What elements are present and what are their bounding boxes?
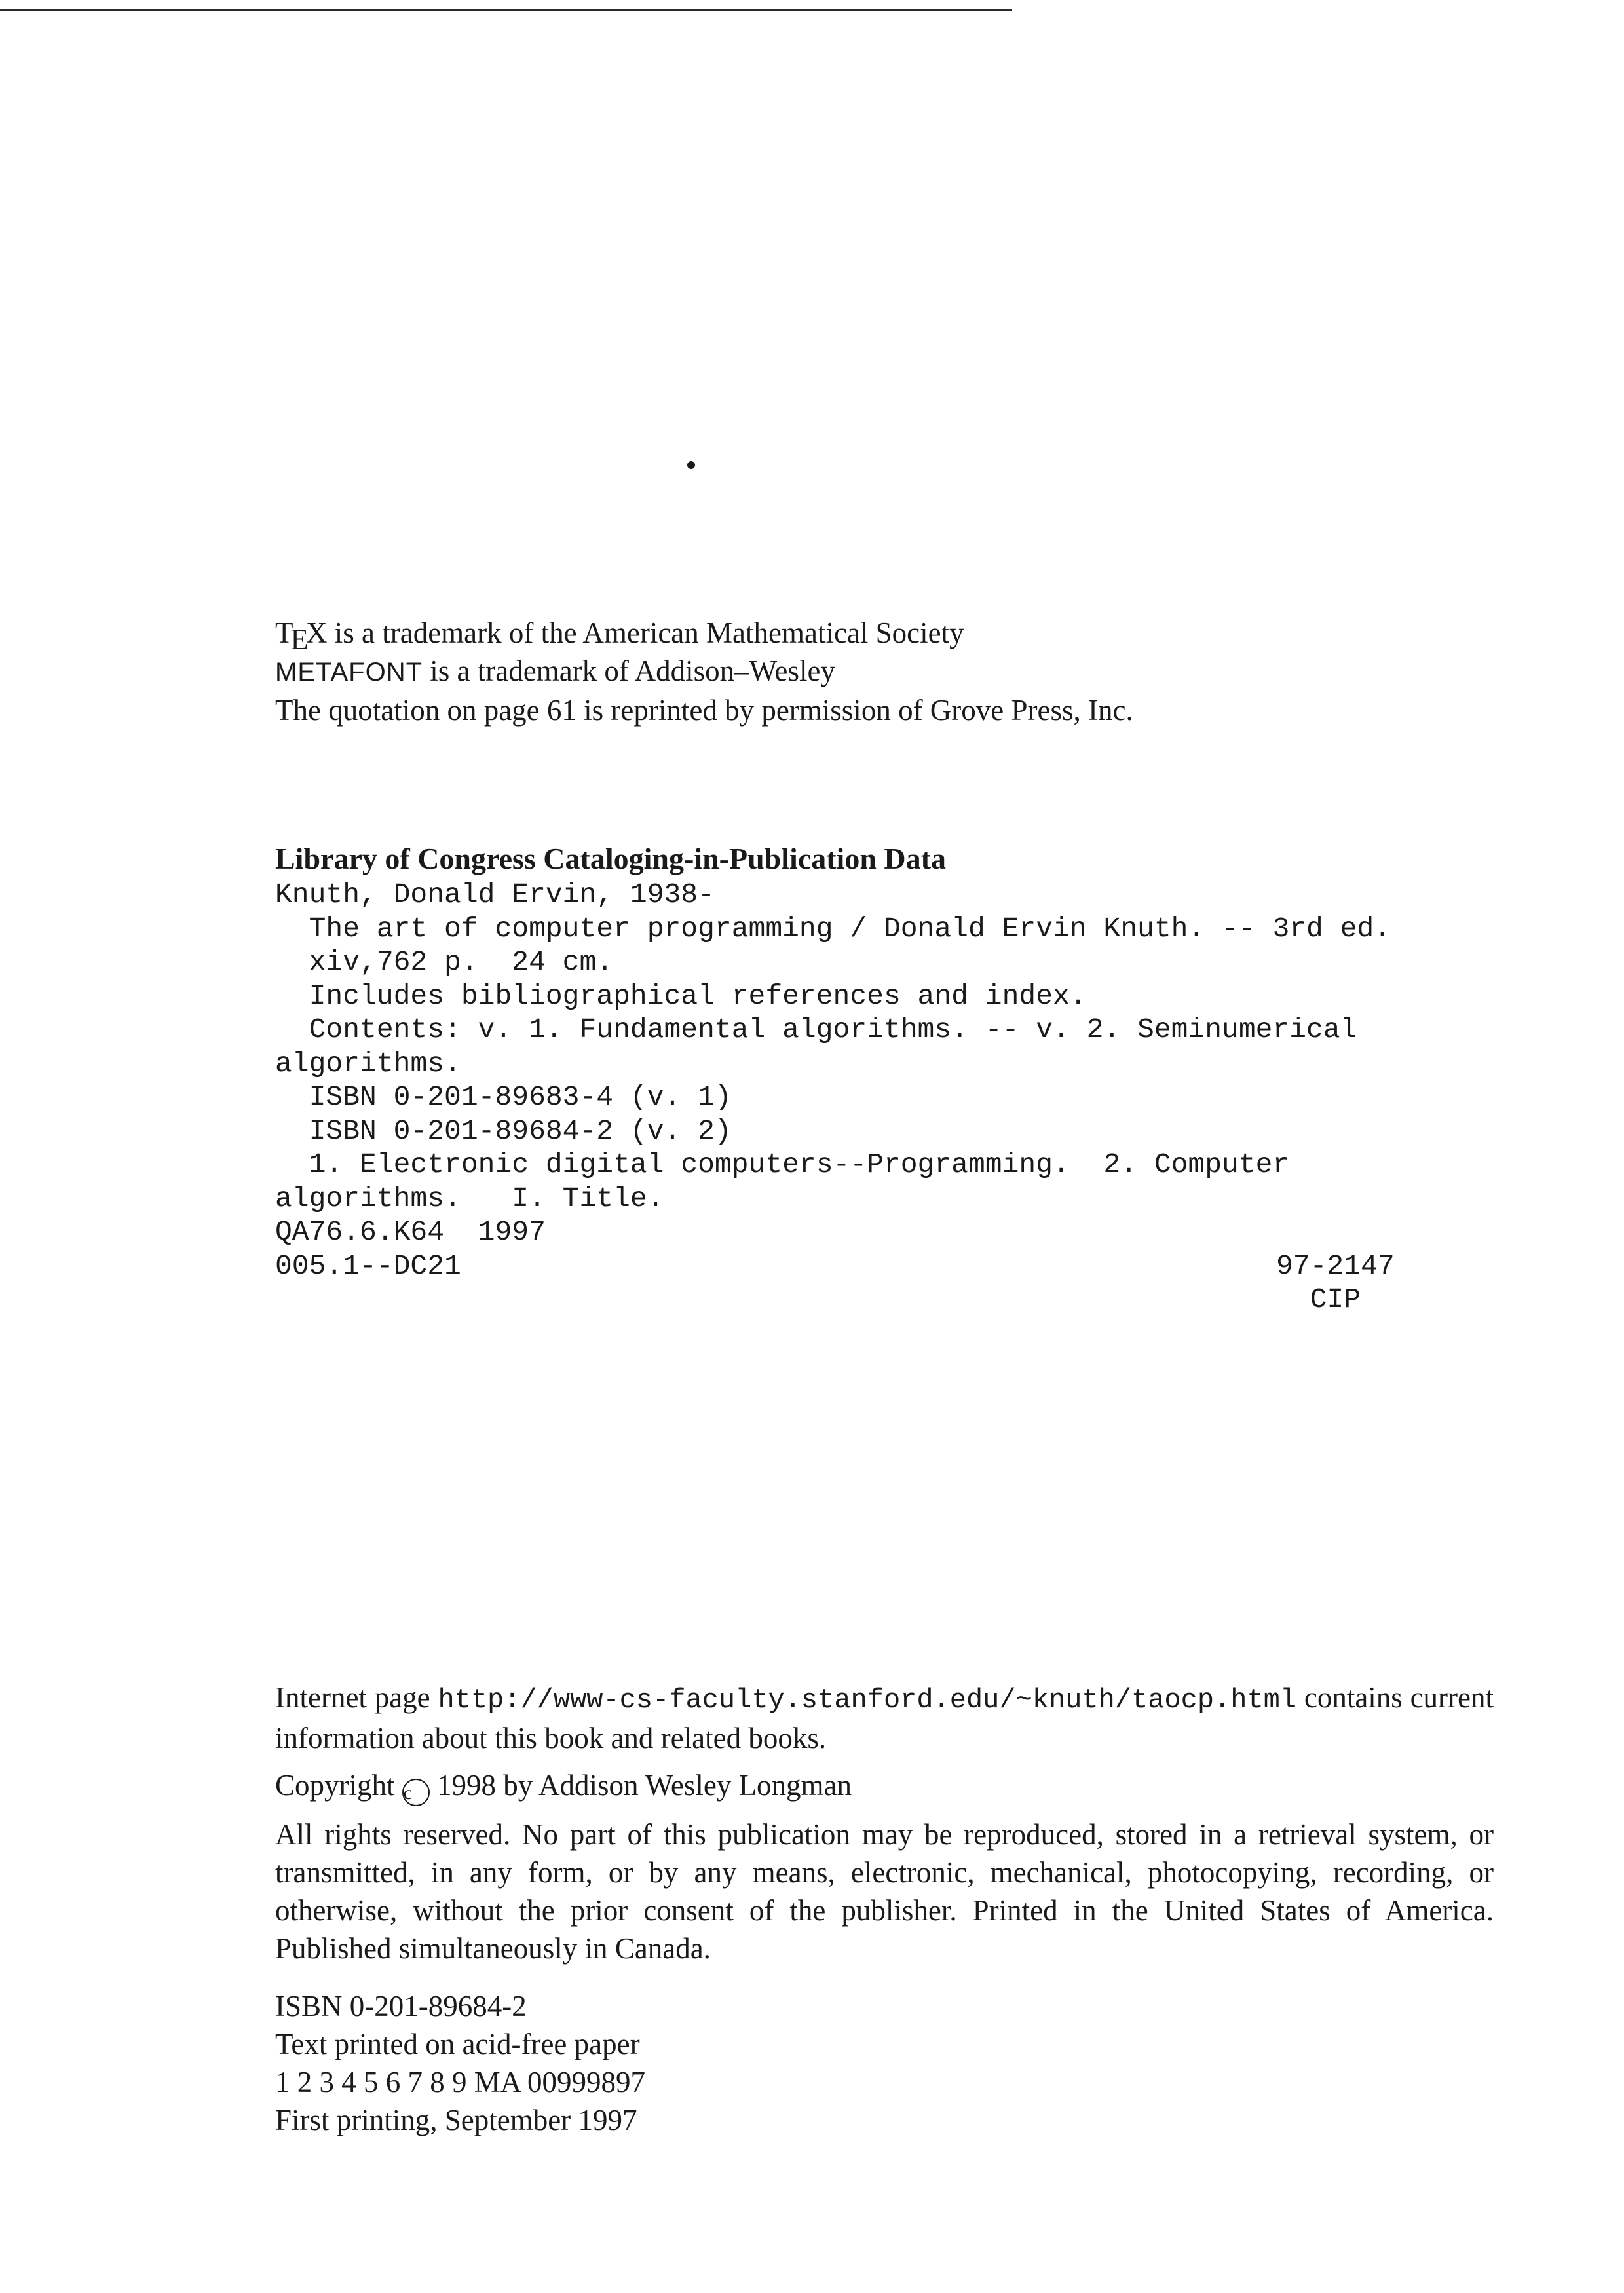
cip-line: ISBN 0-201-89684-2 (v. 2) (275, 1114, 732, 1147)
top-rule (0, 9, 1012, 11)
tex-logo: TEX (275, 616, 328, 656)
cip-line: Contents: v. 1. Fundamental algorithms. -- v. 2. Seminumerical (275, 1014, 1357, 1046)
cip-heading: Library of Congress Cataloging-in-Publication Data (275, 842, 946, 875)
cip-line: Includes bibliographical references and index. (275, 979, 1087, 1012)
cip-line: algorithms. I. Title. (275, 1182, 664, 1215)
cip-line: ISBN 0-201-89683-4 (v. 1) (275, 1081, 732, 1113)
cip-mark: CIP (1276, 1283, 1361, 1316)
cip-line: 1. Electronic digital computers--Programming. 2. Computer (275, 1148, 1290, 1181)
internet-page-paragraph: Internet page http://www-cs-faculty.stanford.edu/~knuth/taocp.html contains current information about this book and related books. (275, 1681, 1494, 1754)
copyright-line: Copyright c 1998 by Addison Wesley Longman (275, 1766, 1494, 1806)
trademarks-block (275, 614, 1494, 729)
cip-block (275, 840, 1494, 1317)
cip-line: The art of computer programming / Donald Ervin Knuth. -- 3rd ed. (275, 912, 1391, 945)
first-printing-line: First printing, September 1997 (275, 2104, 637, 2136)
cip-line: Knuth, Donald Ervin, 1938- (275, 879, 715, 911)
cip-line-mark (275, 1283, 1494, 1317)
cip-line: algorithms. (275, 1047, 461, 1080)
tex-trademark-line: TEX is a trademark of the American Mathematical Society (275, 616, 964, 656)
publisher-block (275, 1678, 1494, 2139)
cip-line: xiv,762 p. 24 cm. (275, 946, 614, 978)
lccn-number: 97-2147 (1276, 1249, 1395, 1282)
metafont-logo: METAFONT (275, 658, 423, 687)
quotation-line: The quotation on page 61 is reprinted by permission of Grove Press, Inc. (275, 694, 1133, 727)
cip-line: QA76.6.K64 1997 (275, 1216, 546, 1248)
imprint-block (275, 1987, 1494, 2139)
copyright-icon: c (402, 1779, 430, 1806)
metafont-trademark-line: METAFONT is a trademark of Addison–Wesley (275, 654, 835, 687)
paper-line: Text printed on acid-free paper (275, 2028, 640, 2060)
cip-line-classification: 005.1--DC21 97-2147 (275, 1249, 1395, 1282)
isbn-line: ISBN 0-201-89684-2 (275, 1990, 527, 2022)
printing-code-line: 1 2 3 4 5 6 7 8 9 MA 00999897 (275, 2066, 646, 2098)
rights-paragraph: All rights reserved. No part of this publication may be reproduced, stored in a retrieval system, or transmitted, in any form, or by any means, electronic, mechanical, photocopying, recording, or otherwise, without the prior consent of the publisher. Printed in the United States of America. Published simultaneously in Canada. (275, 1818, 1494, 1965)
taocp-url[interactable]: http://www-cs-faculty.stanford.edu/~knuth/taocp.html (438, 1684, 1297, 1716)
center-dot (687, 461, 695, 469)
